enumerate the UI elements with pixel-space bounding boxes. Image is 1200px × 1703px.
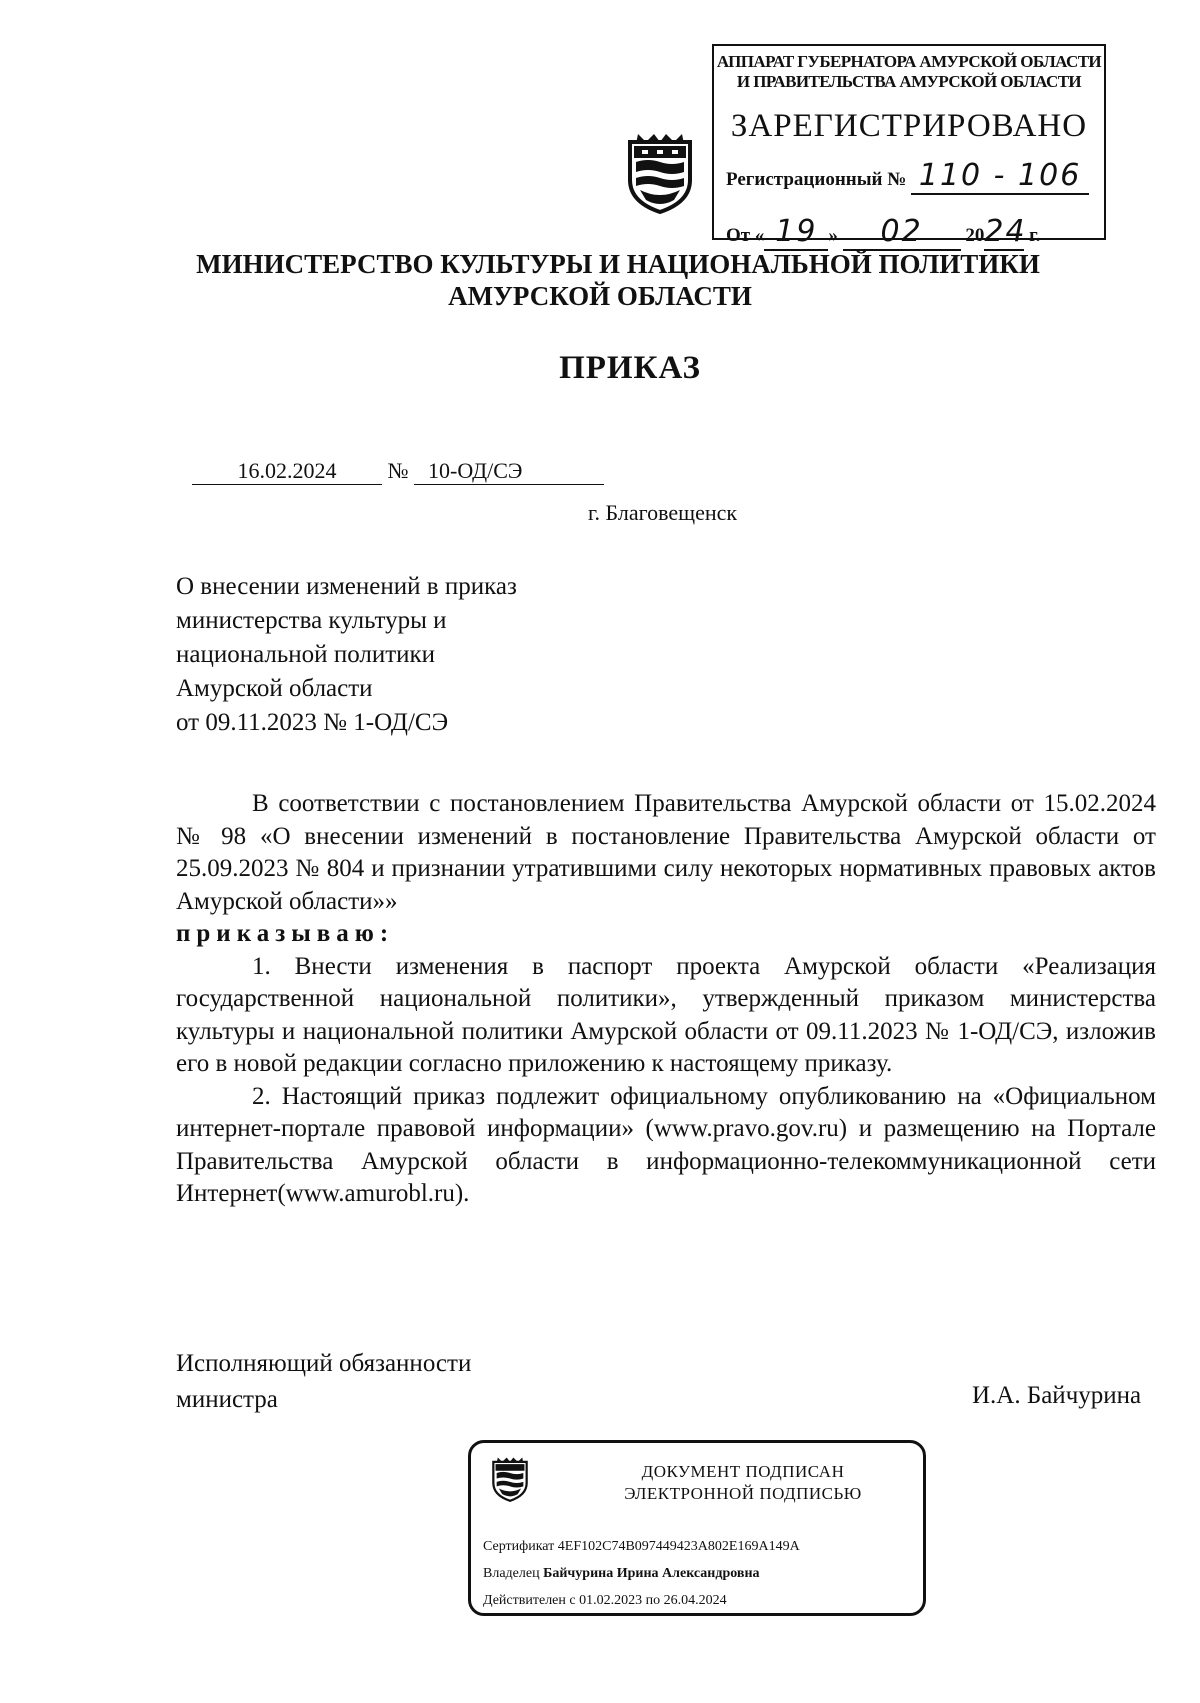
esign-title-line2: ЭЛЕКТРОННОЙ ПОДПИСЬЮ bbox=[624, 1484, 862, 1503]
subject-line: министерства культуры и bbox=[176, 607, 447, 634]
registration-stamp bbox=[712, 44, 1106, 249]
electronic-signature-box bbox=[468, 1440, 926, 1616]
stamp-reg-number: 110 - 106 bbox=[911, 158, 1089, 195]
order-number-line bbox=[192, 458, 604, 485]
subject-line: О внесении изменений в приказ bbox=[176, 573, 517, 600]
subject-line: от 09.11.2023 № 1-ОД/СЭ bbox=[176, 709, 449, 736]
signatory-name: И.А. Байчурина bbox=[972, 1382, 1142, 1409]
esign-cert-row bbox=[483, 1533, 800, 1560]
esign-cert-value: 4EF102C74B097449423A802E169A149A bbox=[557, 1539, 800, 1554]
stamp-year: 24 bbox=[984, 214, 1027, 249]
stamp-day-close: » bbox=[828, 225, 838, 246]
signatory-role bbox=[176, 1346, 471, 1418]
esign-valid-row bbox=[483, 1587, 800, 1614]
stamp-date-prefix: От « bbox=[726, 225, 765, 246]
stamp-header bbox=[714, 52, 1104, 92]
order-subject bbox=[176, 570, 517, 740]
order-number-sign: № bbox=[387, 458, 409, 483]
order-date: 16.02.2024 bbox=[192, 458, 382, 485]
stamp-month: 02 bbox=[843, 214, 961, 251]
stamp-reg-label: Регистрационный № bbox=[726, 169, 907, 190]
stamp-year-end: г. bbox=[1029, 225, 1041, 246]
signatory-role-line1: Исполняющий обязанности bbox=[176, 1350, 472, 1377]
esign-valid-from: 01.02.2023 bbox=[579, 1593, 643, 1608]
stamp-reg-number-row bbox=[726, 158, 1089, 195]
document-type-title: ПРИКАЗ bbox=[559, 350, 701, 386]
esign-owner-row bbox=[483, 1560, 800, 1587]
subject-line: национальной политики bbox=[176, 641, 436, 668]
preamble-paragraph: В соответствии с постановлением Правительства Амурской области от 15.02.2024 № 98 «О внесении изменений в постановление Правительства Амурской области от 25.09.2023 № 804 и признании утратившими силу некоторых нормативных правовых актов Амурской области»» bbox=[176, 790, 1156, 915]
order-city: г. Благовещенск bbox=[588, 500, 738, 525]
order-number: 10-ОД/СЭ bbox=[414, 458, 604, 485]
esign-cert-label: Сертификат bbox=[483, 1539, 555, 1554]
esign-certificate-info bbox=[483, 1533, 800, 1614]
esign-owner-value: Байчурина Ирина Александровна bbox=[543, 1566, 760, 1581]
stamp-day: 19 bbox=[764, 214, 828, 251]
esign-title-line1: ДОКУМЕНТ ПОДПИСАН bbox=[641, 1462, 845, 1481]
order-item-1: 1. Внести изменения в паспорт проекта Амурской области «Реализация государственной национальной политики», утвержденный приказом министерства культуры и национальной политики Амурской области от 09.11.2023 № 1-ОД/СЭ, изложив его в новой редакции согласно приложению к настоящему приказу. bbox=[176, 952, 1156, 1077]
stamp-org-line1: АППАРАТ ГУБЕРНАТОРА АМУРСКОЙ ОБЛАСТИ bbox=[716, 52, 1102, 71]
stamp-org-line2: И ПРАВИТЕЛЬСТВА АМУРСКОЙ ОБЛАСТИ bbox=[736, 72, 1082, 91]
ministry-name-line1: МИНИСТЕРСТВО КУЛЬТУРЫ И НАЦИОНАЛЬНОЙ ПОЛИТИКИ bbox=[196, 249, 1040, 279]
esign-owner-label: Владелец bbox=[483, 1566, 540, 1581]
coat-of-arms-small-icon bbox=[490, 1454, 530, 1507]
order-word: приказываю: bbox=[176, 920, 395, 947]
esign-title bbox=[571, 1461, 915, 1505]
order-body bbox=[176, 788, 1156, 1211]
ministry-name-line2: АМУРСКОЙ ОБЛАСТИ bbox=[448, 281, 752, 311]
stamp-registered: ЗАРЕГИСТРИРОВАНО bbox=[730, 108, 1088, 144]
signatory-role-line2: министра bbox=[176, 1386, 278, 1413]
order-item-2: 2. Настоящий приказ подлежит официальному опубликованию на «Официальном интернет-портале правовой информации» (www.pravo.gov.ru) и размещению на Портале Правительства Амурской области в информационно-телекоммуникационной сети Интернет(www.amurobl.ru). bbox=[176, 1082, 1156, 1207]
coat-of-arms-icon bbox=[624, 128, 696, 219]
esign-valid-to: 26.04.2024 bbox=[663, 1593, 727, 1608]
subject-line: Амурской области bbox=[176, 675, 373, 702]
esign-valid-to-label: по bbox=[645, 1593, 661, 1608]
ministry-header bbox=[0, 248, 1200, 312]
esign-valid-label: Действителен с bbox=[483, 1593, 576, 1608]
stamp-date-row bbox=[726, 214, 1040, 251]
stamp-year-prefix: 20 bbox=[965, 225, 985, 246]
